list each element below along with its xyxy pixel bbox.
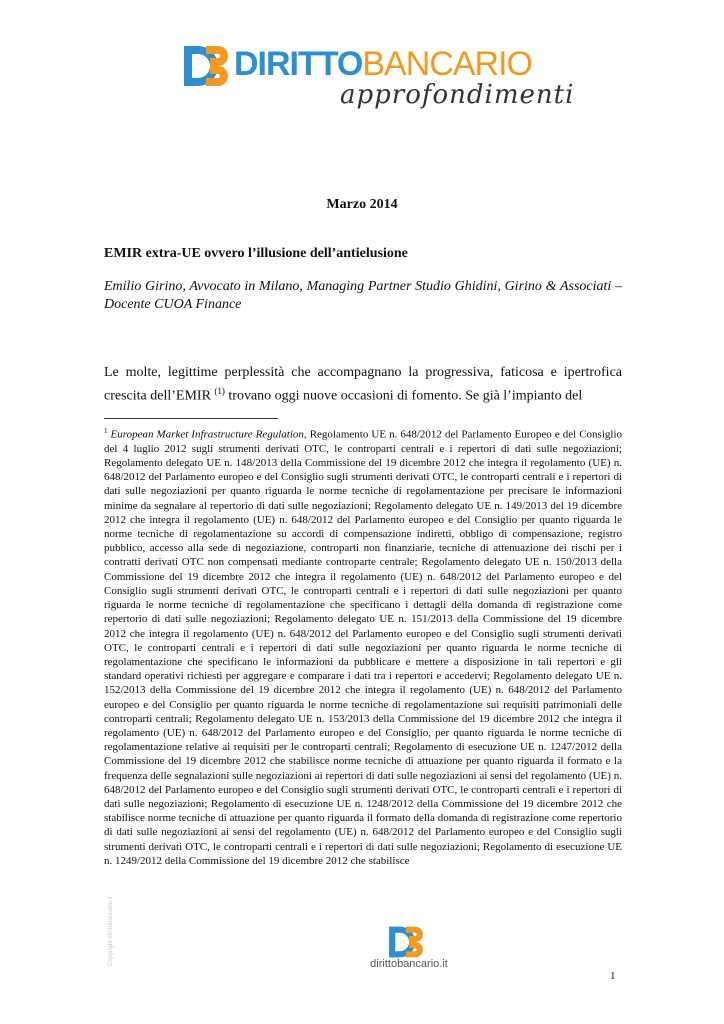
body-paragraph	[104, 364, 622, 406]
logo-word-diritto: DIRITTO	[234, 45, 363, 83]
footnote-italic-lead: European Market Infrastructure Regulation	[110, 428, 304, 441]
logo-wordmark	[234, 44, 532, 84]
document-author: Emilio Girino, Avvocato in Milano, Managing Partner Studio Ghidini, Girino & Associati – Docente CUOA Finance	[104, 279, 622, 312]
footnote-separator	[104, 418, 278, 419]
footnote-number: 1	[104, 427, 108, 435]
document-date: Marzo 2014	[326, 197, 398, 212]
copyright-watermark: Copyright dirittobancario.it	[108, 896, 114, 966]
footer-site-link[interactable]: dirittobancario.it	[370, 958, 448, 970]
db-logo-icon	[180, 40, 232, 92]
page-number: 1	[610, 970, 616, 982]
footnote	[104, 424, 622, 868]
brand-logo[interactable]	[180, 38, 575, 118]
paragraph-text-end: trovano oggi nuove occasioni di fomento. Se già l’impianto del	[224, 388, 583, 404]
logo-tagline: approfondimenti	[340, 80, 575, 110]
logo-word-bancario: BANCARIO	[362, 45, 532, 83]
document-title: EMIR extra-UE ovvero l’illusione dell’antielusione	[104, 246, 408, 261]
footer-db-logo-icon	[386, 922, 426, 962]
footnote-text: , Regolamento UE n. 648/2012 del Parlamento Europeo e del Consiglio del 4 luglio 2012 sugli strumenti derivati OTC, le controparti centrali e i repertori di dati sulle negoziazioni; Regolamento delegato UE n. 148/2013 della Commissione del 19 dicembre 2012 che integra il regolamento (UE) n. 648/2012 del Parlamento europeo e del Consiglio sugli strumenti derivati OTC, le controparti centrali e i repertori di dati sulle negoziazioni per quanto riguarda le norme tecniche di regolamentazione per precisare le informazioni minime da segnalare al repertorio di dati sulle negoziazioni; Regolamento delegato UE n. 149/2013 del 19 dicembre 2012 che integra il regolamento (UE) n. 648/2012 del Parlamento europeo e del Consiglio per quanto riguarda le norme tecniche di regolamentazione su accordi di compensazione indiretti, obbligo di compensazione, registro pubblico, accesso alla sede di negoziazione, controparti non finanziarie, tecniche di attenuazione dei rischi per i contratti derivati OTC non compensati mediante controparte centrale; Regolamento delegato UE n. 150/2013 della Commissione del 19 dicembre 2012 che integra il regolamento (UE) n. 648/2012 del Parlamento europeo e del Consiglio sugli strumenti derivati OTC, le controparti centrali e i repertori di dati sulle negoziazioni per quanto riguarda le norme tecniche di regolamentazione che specificano i dettagli della domanda di registrazione come repertorio di dati sulle negoziazioni; Regolamento delegato UE n. 151/2013 della Commissione del 19 dicembre 2012 che integra il regolamento (UE) n. 648/2012 del Parlamento europeo e del Consiglio sugli strumenti derivati OTC, le controparti centrali e i repertori di dati sulle negoziazioni per quanto riguarda le norme tecniche di regolamentazione che specificano le informazioni da pubblicare e mettere a disposizione in tali repertori e gli standard operativi richiesti per aggregare e comparare i dati tra i repertori e accedervi; Regolamento delegato UE n. 152/2013 della Commissione del 19 dicembre 2012 che integra il regolamento (UE) n. 648/2012 del Parlamento europeo e del Consiglio per quanto riguarda le norme tecniche di regolamentazione sui requisiti patrimoniali delle controparti centrali; Regolamento delegato UE n. 153/2013 della Commissione del 19 dicembre 2012 che integra il regolamento (UE) n. 648/2012 del Parlamento europeo e del Consiglio, per quanto riguarda le norme tecniche di regolamentazione relative ai requisiti per le controparti centrali; Regolamento di esecuzione UE n. 1247/2012 della Commissione del 19 dicembre 2012 che stabilisce norme tecniche di attuazione per quanto riguarda il formato e la frequenza delle segnalazioni sulle negoziazioni ai repertori di dati sulle negoziazioni ai sensi del regolamento (UE) n. 648/2012 del Parlamento europeo e del Consiglio sugli strumenti derivati OTC, le controparti centrali e i repertori di dati sulle negoziazioni; Regolamento di esecuzione UE n. 1248/2012 della Commissione del 19 dicembre 2012 che stabilisce norme tecniche di attuazione per quanto riguarda il formato della domanda di registrazione come repertorio di dati sulle negoziazioni ai sensi del regolamento (UE) n. 648/2012 del Parlamento europeo e del Consiglio sugli strumenti derivati OTC, le controparti centrali e i repertori di dati sulle negoziazioni; Regolamento di esecuzione UE n. 1249/2012 della Commissione del 19 dicembre 2012 che stabilisce	[104, 428, 623, 867]
paragraph-text-start: Le molte, legittime perplessità che accompagnano la progressiva, faticosa e ipertrofica crescita dell’EMIR	[104, 365, 622, 404]
footnote-reference[interactable]: (1)	[214, 386, 225, 396]
